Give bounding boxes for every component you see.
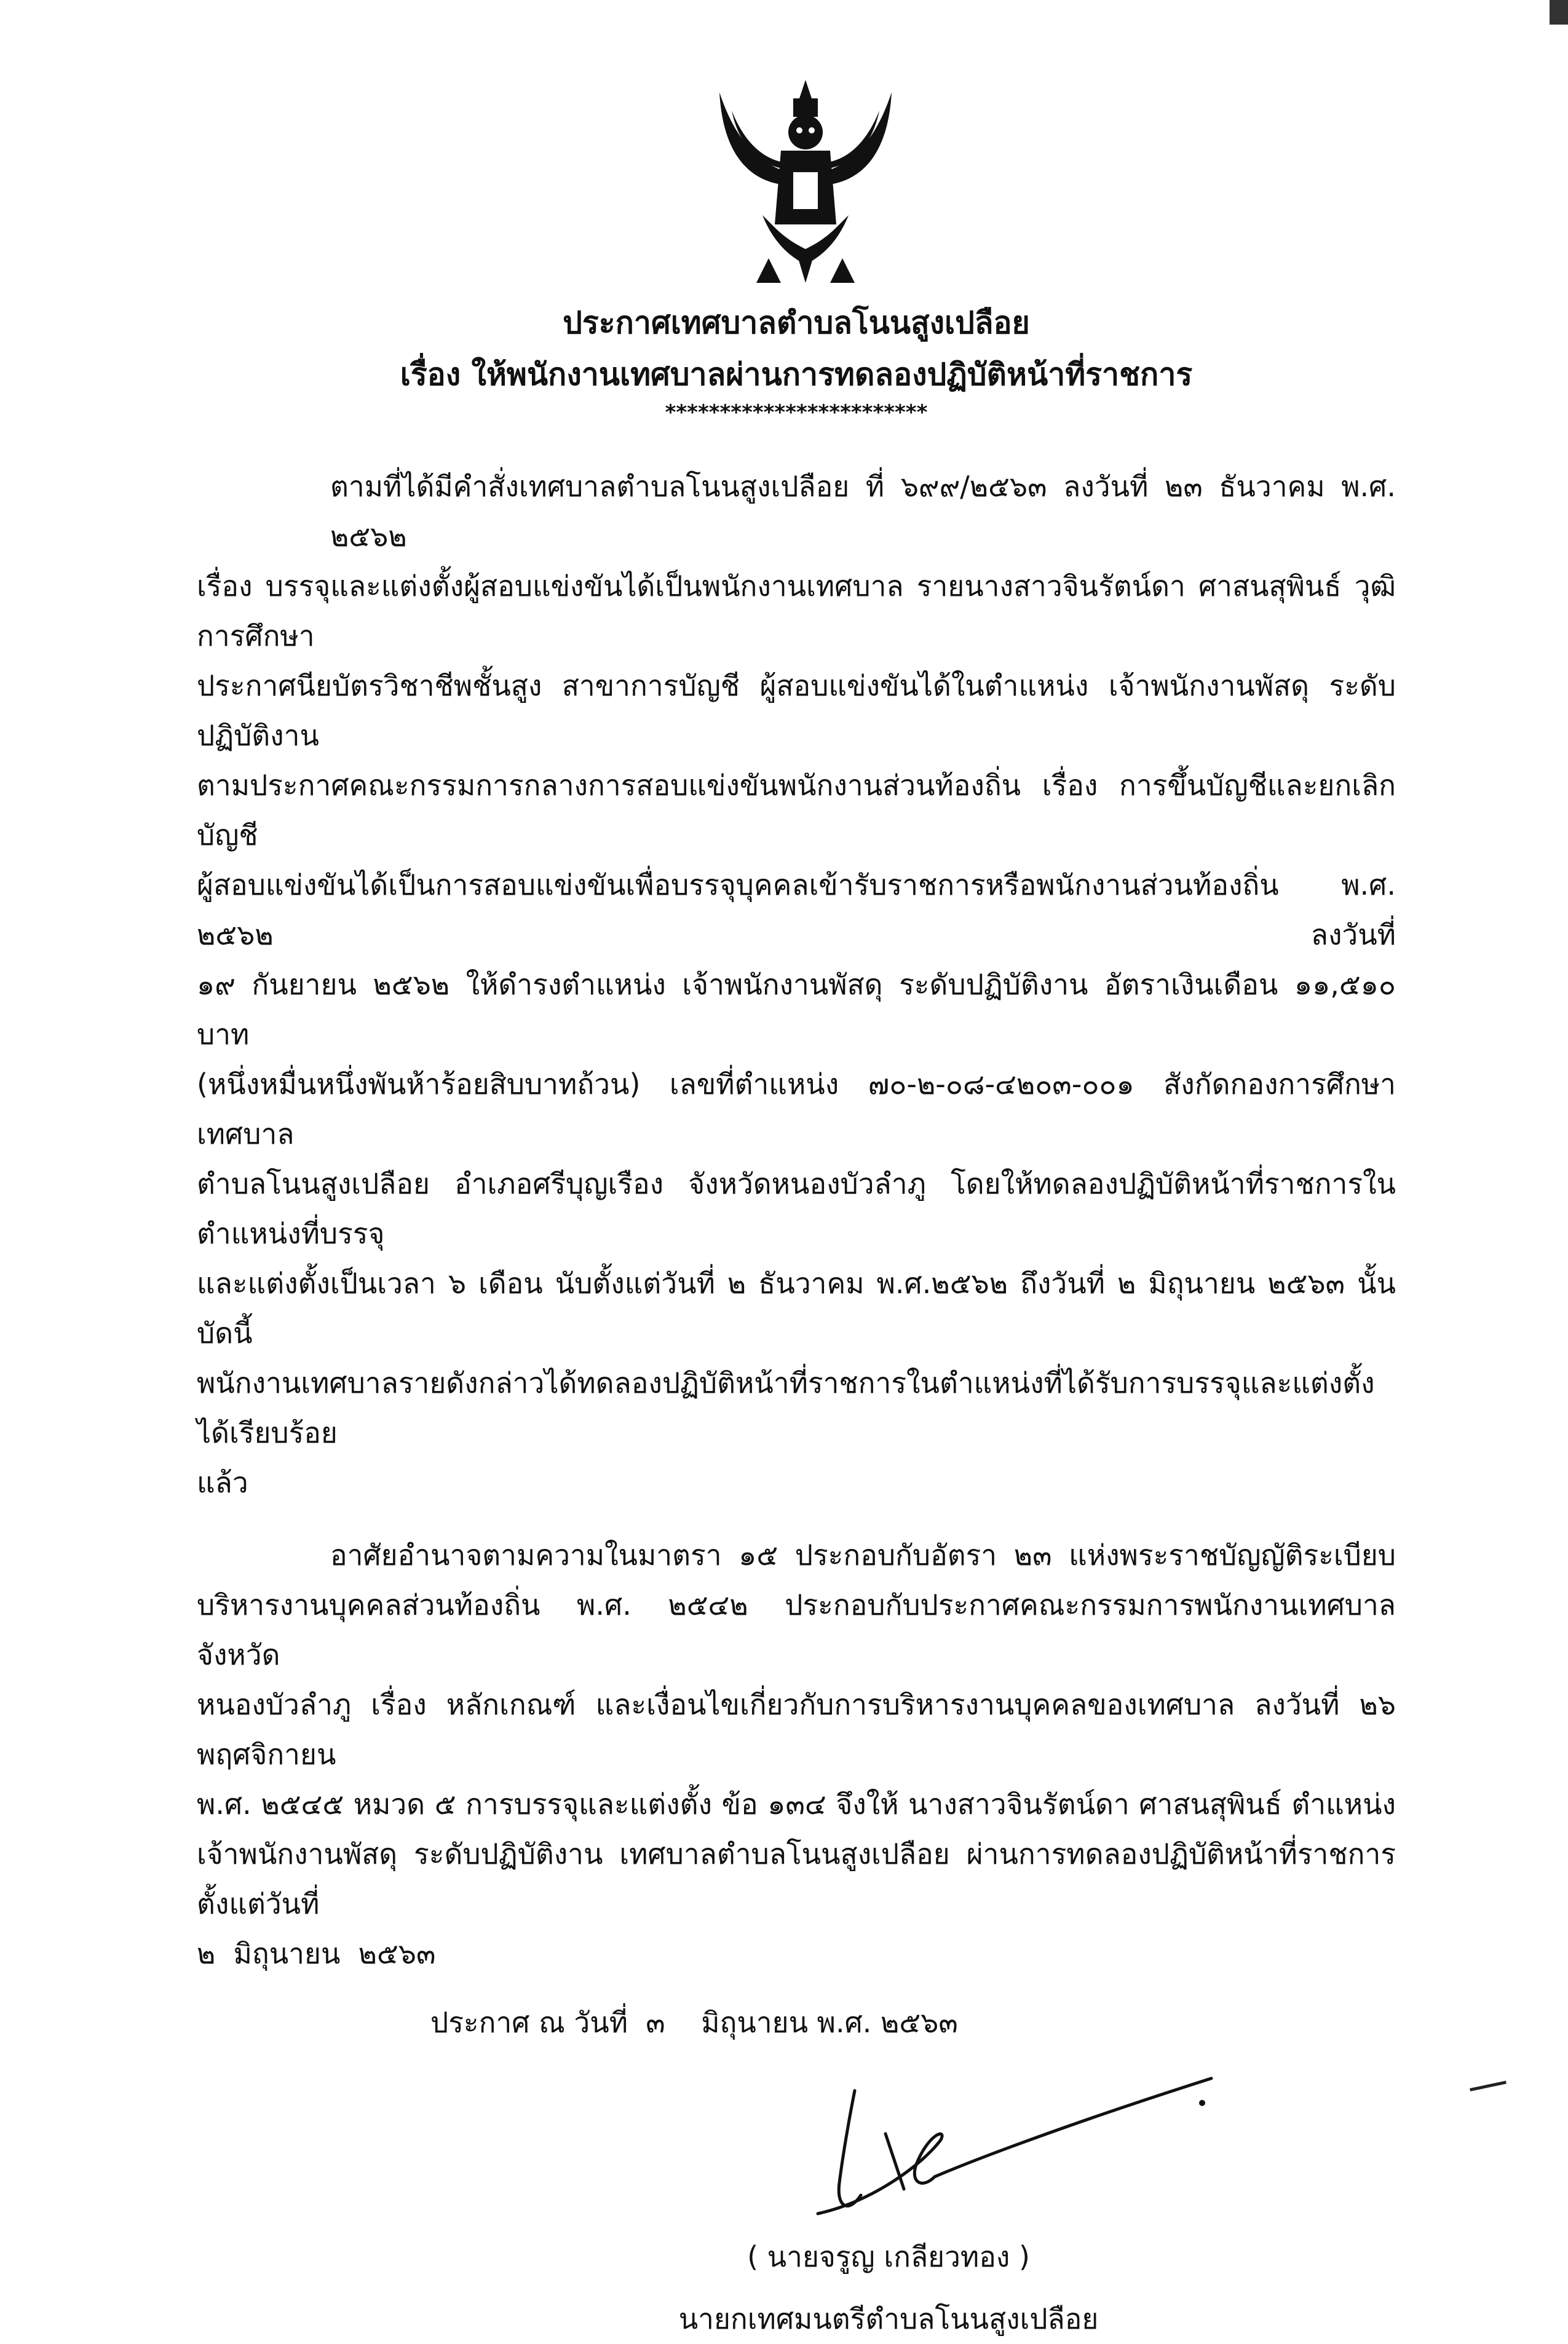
document-title: ประกาศเทศบาลตำบลโนนสูงเปลือย (563, 305, 1030, 341)
scan-mark (1470, 2081, 1507, 2091)
paragraph-line: ประกาศนียบัตรวิชาชีพชั้นสูง สาขาการบัญชี ผู้สอบแข่งขันได้ในตำแหน่ง เจ้าพนักงานพัสดุ ระดับปฏิบัติงาน (197, 669, 1396, 752)
announcement-date: ประกาศ ณ วันที่ ๓ มิถุนายน พ.ศ. ๒๕๖๓ (430, 2006, 958, 2039)
paragraph-line: ตำบลโนนสูงเปลือย อำเภอศรีบุญเรือง จังหวัดหนองบัวลำภู โดยให้ทดลองปฏิบัติหน้าที่ราชการในตำแหน่งที่บรรจุ (197, 1167, 1396, 1250)
paragraph-line: ๒ มิถุนายน ๒๕๖๓ (197, 1937, 436, 1970)
signer-position: นายกเทศมนตรีตำบลโนนสูงเปลือย (678, 2302, 1099, 2335)
paragraph-line: ผู้สอบแข่งขันได้เป็นการสอบแข่งขันเพื่อบรรจุบุคคลเข้ารับราชการหรือพนักงานส่วนท้องถิ่น พ.ศ. ๒๕๖๒ ลงวันที่ (197, 868, 1396, 951)
paragraph-line: ตามประกาศคณะกรรมการกลางการสอบแข่งขันพนักงานส่วนท้องถิ่น เรื่อง การขึ้นบัญชีและยกเลิกบัญชี (197, 769, 1396, 852)
scan-edge (1550, 0, 1568, 25)
paragraph-line: พ.ศ. ๒๕๔๕ หมวด ๕ การบรรจุและแต่งตั้ง ข้อ ๑๓๔ จึงให้ นางสาวจินรัตน์ดา ศาสนสุพินธ์ ตำแหน่ง (197, 1788, 1396, 1821)
paragraph-line: ตามที่ได้มีคำสั่งเทศบาลตำบลโนนสูงเปลือย ที่ ๖๙๙/๒๕๖๓ ลงวันที่ ๒๓ ธันวาคม พ.ศ. ๒๕๖๒ (330, 470, 1396, 553)
paragraph-line: และแต่งตั้งเป็นเวลา ๖ เดือน นับตั้งแต่วันที่ ๒ ธันวาคม พ.ศ.๒๕๖๒ ถึงวันที่ ๒ มิถุนายน ๒๕๖๓ นั้น บัดนี้ (197, 1267, 1396, 1350)
paragraph-line: เจ้าพนักงานพัสดุ ระดับปฏิบัติงาน เทศบาลตำบลโนนสูงเปลือย ผ่านการทดลองปฏิบัติหน้าที่ราชการ ตั้งแต่วันที่ (197, 1837, 1396, 1920)
paragraph-1 (197, 462, 1396, 1508)
title-separator: ************************ (665, 400, 928, 425)
signature-area (197, 2048, 1396, 2232)
paragraph-line: ๑๙ กันยายน ๒๕๖๒ ให้ดำรงตำแหน่ง เจ้าพนักงานพัสดุ ระดับปฏิบัติงาน อัตราเงินเดือน ๑๑,๕๑๐ บาท (197, 968, 1396, 1051)
paragraph-line: พนักงานเทศบาลรายดังกล่าวได้ทดลองปฏิบัติหน้าที่ราชการในตำแหน่งที่ได้รับการบรรจุและแต่งตั้งได้เรียบร้อย (197, 1366, 1375, 1449)
garuda-emblem-icon (707, 74, 904, 286)
paragraph-line: (หนึ่งหมื่นหนึ่งพันห้าร้อยสิบบาทถ้วน) เลขที่ตำแหน่ง ๗๐-๒-๐๘-๔๒๐๓-๐๐๑ สังกัดกองการศึกษา เทศบาล (197, 1067, 1396, 1150)
document-body (197, 297, 1396, 2344)
paragraph-2 (197, 1530, 1396, 1979)
paragraph-line: บริหารงานบุคคลส่วนท้องถิ่น พ.ศ. ๒๕๔๒ ประกอบกับประกาศคณะกรรมการพนักงานเทศบาลจังหวัด (197, 1588, 1396, 1671)
paragraph-line: อาศัยอำนาจตามความในมาตรา ๑๕ ประกอบกับอัตรา ๒๓ แห่งพระราชบัญญัติระเบียบ (330, 1538, 1396, 1572)
signer-name: ( นายจรูญ เกลียวทอง ) (747, 2240, 1030, 2273)
signature-image (781, 2066, 1224, 2238)
paragraph-line: หนองบัวลำภู เรื่อง หลักเกณฑ์ และเงื่อนไขเกี่ยวกับการบริหารงานบุคคลของเทศบาล ลงวันที่ ๒๖ พฤศจิกายน (197, 1688, 1396, 1771)
paragraph-line: เรื่อง บรรจุและแต่งตั้งผู้สอบแข่งขันได้เป็นพนักงานเทศบาล รายนางสาวจินรัตน์ดา ศาสนสุพินธ์ วุฒิการศึกษา (197, 569, 1396, 652)
document-subject: เรื่อง ให้พนักงานเทศบาลผ่านการทดลองปฏิบัติหน้าที่ราชการ (400, 357, 1193, 392)
paragraph-line: แล้ว (197, 1466, 248, 1499)
